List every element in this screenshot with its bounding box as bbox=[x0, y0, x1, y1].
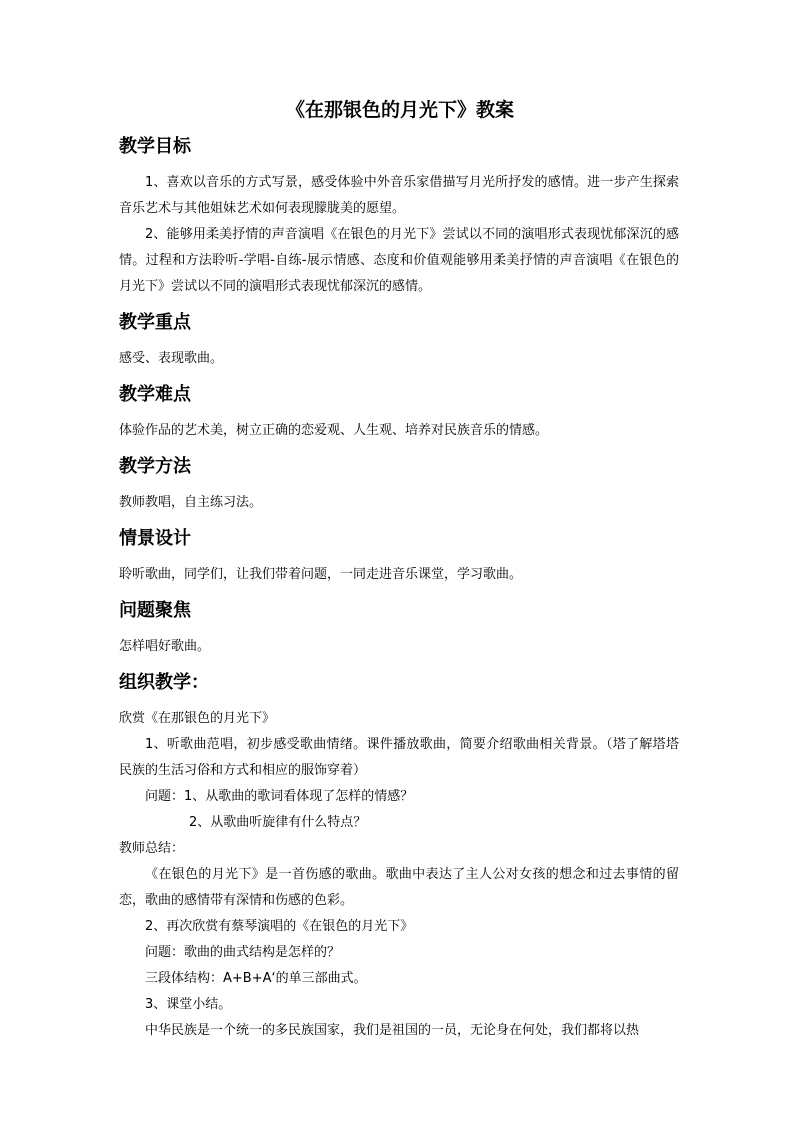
org-line-structure-question: 问题：歌曲的曲式结构是怎样的？ bbox=[145, 945, 341, 960]
key-points-text: 感受、表现歌曲。 bbox=[119, 351, 224, 366]
heading-difficulties: 教学难点 bbox=[119, 384, 191, 405]
scenario-text: 聆听歌曲，同学们，让我们带着问题，一同走进音乐课堂，学习歌曲。 bbox=[119, 567, 523, 582]
heading-teaching-goals: 教学目标 bbox=[119, 136, 191, 157]
heading-methods: 教学方法 bbox=[119, 456, 191, 477]
org-line-closing: 中华民族是一个统一的多民族国家，我们是祖国的一员，无论身在何处，我们都将以热 bbox=[145, 1023, 640, 1038]
org-line-step-3: 3、课堂小结。 bbox=[145, 997, 232, 1012]
org-line-step-2: 2、再次欣赏有蔡琴演唱的《在银色的月光下》 bbox=[145, 919, 414, 934]
document-title: 《在那银色的月光下》教案 bbox=[285, 99, 514, 121]
question-focus-text: 怎样唱好歌曲。 bbox=[119, 639, 211, 654]
heading-question-focus: 问题聚焦 bbox=[119, 600, 191, 621]
heading-key-points: 教学重点 bbox=[119, 312, 191, 333]
difficulties-text: 体验作品的艺术美，树立正确的恋爱观、人生观、培养对民族音乐的情感。 bbox=[119, 423, 549, 438]
goal-paragraph-1: 1、喜欢以音乐的方式写景，感受体验中外音乐家借描写月光所抒发的感情。进一步产生探索音乐艺术与其他姐妹艺术如何表现朦胧美的愿望。 bbox=[119, 175, 679, 216]
org-line-appreciate: 欣赏《在那银色的月光下》 bbox=[119, 711, 276, 726]
heading-organization: 组织教学： bbox=[119, 672, 209, 693]
document-body bbox=[119, 96, 679, 1044]
org-line-question-1: 问题：1、从歌曲的歌词看体现了怎样的情感？ bbox=[145, 789, 414, 804]
heading-scenario: 情景设计 bbox=[119, 528, 191, 549]
goal-paragraph-2: 2、能够用柔美抒情的声音演唱《在银色的月光下》尝试以不同的演唱形式表现忧郁深沉的感情。过程和方法聆听-学唱-自练-展示情感、态度和价值观能够用柔美抒情的声音演唱《在银色的月光下》尝试以不同的演唱形式表现忧郁深沉的感情。 bbox=[119, 227, 679, 294]
org-line-teacher-summary: 《在银色的月光下》是一首伤感的歌曲。歌曲中表达了主人公对女孩的想念和过去事情的留恋，歌曲的感情带有深情和伤感的色彩。 bbox=[119, 867, 679, 908]
org-line-step-1: 1、听歌曲范唱，初步感受歌曲情绪。课件播放歌曲，简要介绍歌曲相关背景。（塔了解塔塔民族的生活习俗和方式和相应的服饰穿着） bbox=[119, 737, 679, 778]
org-line-teacher-summary-label: 教师总结： bbox=[119, 841, 185, 856]
org-line-question-2: 2、从歌曲听旋律有什么特点？ bbox=[189, 815, 367, 830]
methods-text: 教师教唱，自主练习法。 bbox=[119, 495, 263, 510]
org-line-structure-answer: 三段体结构：A+B+A‘的单三部曲式。 bbox=[145, 971, 367, 986]
